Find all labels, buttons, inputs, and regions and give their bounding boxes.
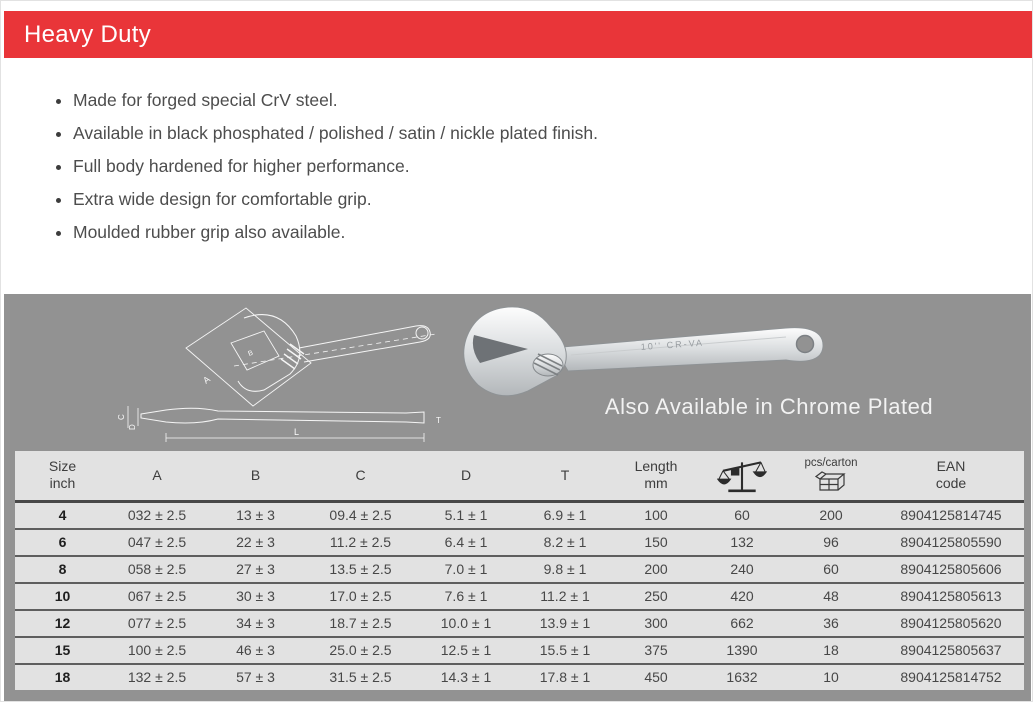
feature-list <box>53 90 953 243</box>
spec-cell: 60 <box>784 556 878 583</box>
spec-cell: 250 <box>612 583 700 610</box>
col-header-c <box>307 451 414 501</box>
spec-cell: 7.0 ± 1 <box>414 556 518 583</box>
spec-cell: 8904125805620 <box>878 610 1024 637</box>
size-cell: 12 <box>15 610 110 637</box>
spec-cell: 200 <box>784 501 878 529</box>
spec-cell: 8904125814745 <box>878 501 1024 529</box>
dim-label-l: L <box>294 427 300 437</box>
spec-cell: 300 <box>612 610 700 637</box>
spec-cell: 25.0 ± 2.5 <box>307 637 414 664</box>
dim-label-c: C <box>117 414 126 420</box>
spec-cell: 132 ± 2.5 <box>110 664 204 690</box>
col-header-a <box>110 451 204 501</box>
spec-cell: 18 <box>784 637 878 664</box>
spec-cell: 6.4 ± 1 <box>414 529 518 556</box>
spec-cell: 30 ± 3 <box>204 583 307 610</box>
spec-cell: 8904125805590 <box>878 529 1024 556</box>
size-cell: 8 <box>15 556 110 583</box>
spec-cell: 450 <box>612 664 700 690</box>
header-line: T <box>560 466 570 483</box>
header-line: pcs/carton <box>804 457 858 470</box>
spec-cell: 60 <box>700 501 784 529</box>
spec-cell: 1632 <box>700 664 784 690</box>
spec-cell: 18.7 ± 2.5 <box>307 610 414 637</box>
spec-cell: 8.2 ± 1 <box>518 529 612 556</box>
dim-label-d: D <box>128 424 137 430</box>
spec-cell: 13.9 ± 1 <box>518 610 612 637</box>
spec-cell: 12.5 ± 1 <box>414 637 518 664</box>
spec-cell: 100 <box>612 501 700 529</box>
spec-cell: 15.5 ± 1 <box>518 637 612 664</box>
spec-cell: 14.3 ± 1 <box>414 664 518 690</box>
technical-drawing <box>106 298 466 448</box>
header-line: Size <box>48 458 77 475</box>
header-line: C <box>355 466 366 483</box>
table-row <box>15 529 1024 556</box>
spec-cell: 09.4 ± 2.5 <box>307 501 414 529</box>
header-line: Length <box>634 458 678 475</box>
feature-item: • Moulded rubber grip also available. <box>73 222 953 243</box>
spec-cell: 9.8 ± 1 <box>518 556 612 583</box>
spec-cell: 8904125805606 <box>878 556 1024 583</box>
table-row <box>15 501 1024 529</box>
carton-icon <box>815 471 847 493</box>
spec-cell: 10.0 ± 1 <box>414 610 518 637</box>
spec-cell: 10 <box>784 664 878 690</box>
spec-cell: 13 ± 3 <box>204 501 307 529</box>
dim-label-t: T <box>436 416 441 425</box>
spec-table-body <box>15 501 1024 690</box>
dim-label-a: A <box>201 373 212 386</box>
col-header-weight <box>700 451 784 501</box>
spec-cell: 420 <box>700 583 784 610</box>
table-row <box>15 664 1024 690</box>
spec-cell: 5.1 ± 1 <box>414 501 518 529</box>
spec-cell: 6.9 ± 1 <box>518 501 612 529</box>
section-header-bar <box>4 11 1033 58</box>
spec-cell: 57 ± 3 <box>204 664 307 690</box>
dim-label-b: B <box>247 349 255 358</box>
spec-cell: 34 ± 3 <box>204 610 307 637</box>
header-line: inch <box>49 475 76 492</box>
spec-cell: 067 ± 2.5 <box>110 583 204 610</box>
spec-cell: 375 <box>612 637 700 664</box>
size-cell: 6 <box>15 529 110 556</box>
spec-cell: 047 ± 2.5 <box>110 529 204 556</box>
size-cell: 10 <box>15 583 110 610</box>
spec-cell: 17.0 ± 2.5 <box>307 583 414 610</box>
spec-cell: 31.5 ± 2.5 <box>307 664 414 690</box>
spec-cell: 8904125805637 <box>878 637 1024 664</box>
chrome-plated-caption: Also Available in Chrome Plated <box>604 394 934 419</box>
table-row <box>15 610 1024 637</box>
table-row <box>15 556 1024 583</box>
spec-cell: 96 <box>784 529 878 556</box>
col-header-ean <box>878 451 1024 501</box>
spec-cell: 200 <box>612 556 700 583</box>
page-title: Heavy Duty <box>24 20 152 48</box>
feature-item: • Available in black phosphated / polished / satin / nickle plated finish. <box>73 123 953 144</box>
spec-cell: 077 ± 2.5 <box>110 610 204 637</box>
spec-cell: 1390 <box>700 637 784 664</box>
spec-cell: 100 ± 2.5 <box>110 637 204 664</box>
header-line: B <box>250 466 261 483</box>
feature-item: • Extra wide design for comfortable grip. <box>73 189 953 210</box>
col-header-t <box>518 451 612 501</box>
spec-cell: 132 <box>700 529 784 556</box>
spec-cell: 032 ± 2.5 <box>110 501 204 529</box>
spec-cell: 8904125814752 <box>878 664 1024 690</box>
spec-cell: 11.2 ± 2.5 <box>307 529 414 556</box>
spec-cell: 36 <box>784 610 878 637</box>
spec-cell: 8904125805613 <box>878 583 1024 610</box>
size-cell: 15 <box>15 637 110 664</box>
wrench-marking: 10'' CR-VA <box>640 337 705 352</box>
col-header-b <box>204 451 307 501</box>
spec-cell: 27 ± 3 <box>204 556 307 583</box>
header-line: A <box>152 466 162 483</box>
spec-cell: 058 ± 2.5 <box>110 556 204 583</box>
col-header-length <box>612 451 700 501</box>
col-header-d <box>414 451 518 501</box>
scale-icon <box>717 455 767 495</box>
spec-cell: 662 <box>700 610 784 637</box>
header-line: mm <box>644 475 668 492</box>
col-header-pcs-carton <box>784 451 878 501</box>
table-row <box>15 583 1024 610</box>
col-header-size <box>15 451 110 501</box>
spec-cell: 13.5 ± 2.5 <box>307 556 414 583</box>
table-row <box>15 637 1024 664</box>
spec-cell: 17.8 ± 1 <box>518 664 612 690</box>
spec-table <box>15 451 1024 690</box>
product-showcase <box>4 294 1031 701</box>
feature-item: • Made for forged special CrV steel. <box>73 90 953 111</box>
spec-cell: 150 <box>612 529 700 556</box>
header-line: EAN <box>936 458 966 475</box>
spec-cell: 48 <box>784 583 878 610</box>
size-cell: 4 <box>15 501 110 529</box>
spec-cell: 46 ± 3 <box>204 637 307 664</box>
header-line: D <box>460 466 472 483</box>
feature-item: • Full body hardened for higher performance. <box>73 156 953 177</box>
spec-cell: 240 <box>700 556 784 583</box>
spec-cell: 11.2 ± 1 <box>518 583 612 610</box>
spec-cell: 22 ± 3 <box>204 529 307 556</box>
feature-section <box>53 90 953 255</box>
header-line: code <box>935 475 967 492</box>
spec-table-header-row <box>15 451 1024 501</box>
size-cell: 18 <box>15 664 110 690</box>
spec-cell: 7.6 ± 1 <box>414 583 518 610</box>
